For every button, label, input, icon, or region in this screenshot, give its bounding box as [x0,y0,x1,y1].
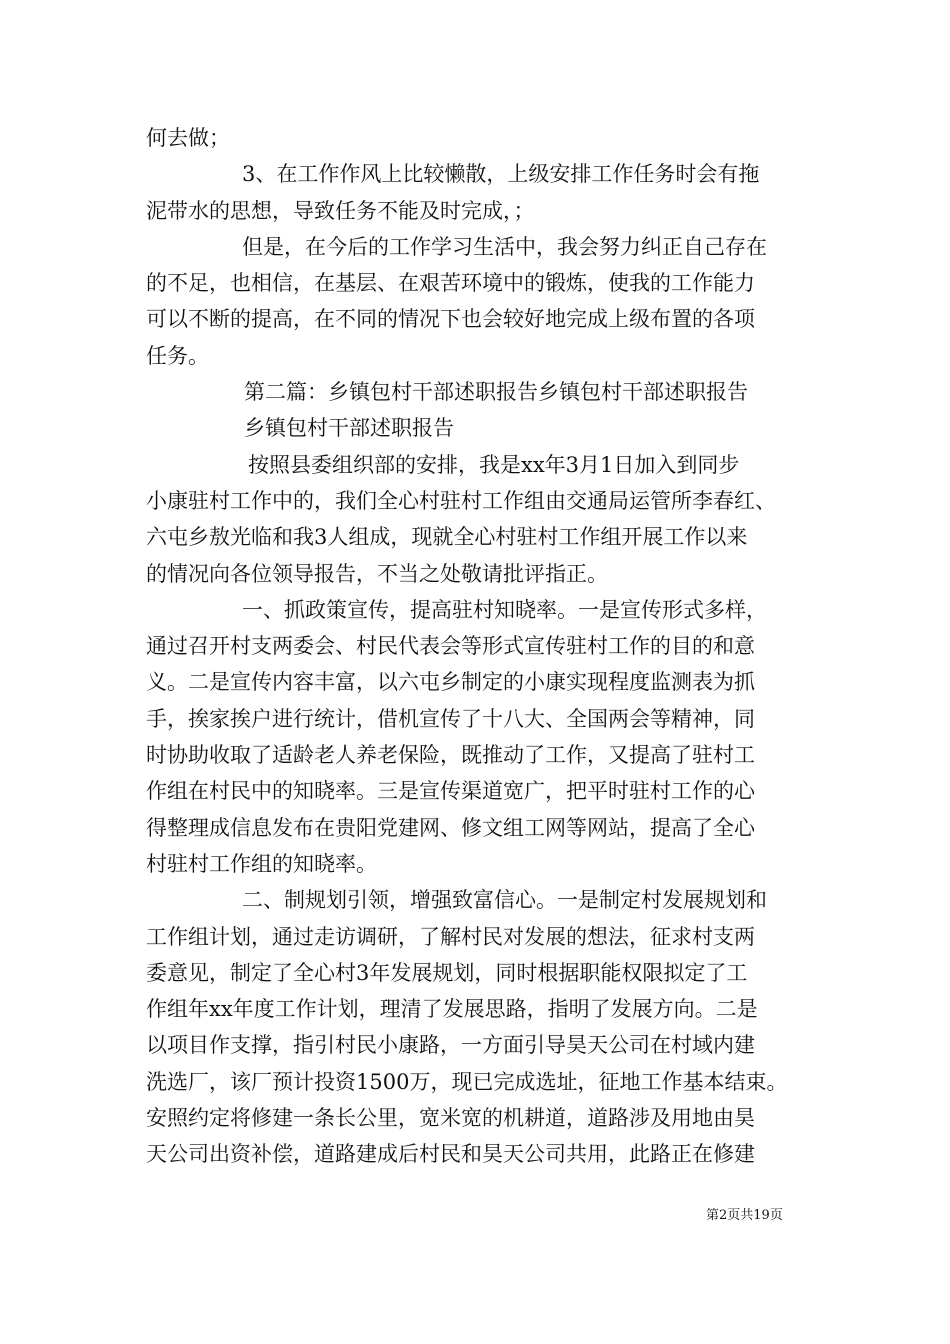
text-line: 任务。 [146,343,209,368]
text-line: 作组年xx年度工作计划，理清了发展思路，指明了发展方向。二是 [146,997,758,1022]
text-line: 的情况向各位领导报告，不当之处敬请批评指正。 [146,561,608,586]
paragraph-start: 但是，在今后的工作学习生活中，我会努力纠正自己存在 [242,234,767,259]
text-line: 天公司出资补偿，道路建成后村民和昊天公司共用，此路正在修建 [146,1142,755,1167]
text-line: 以项目作支撑，指引村民小康路，一方面引导昊天公司在村域内建 [146,1033,755,1058]
text-line: 工作组计划，通过走访调研，了解村民对发展的想法，征求村支两 [146,924,755,949]
text-line: 时协助收取了适龄老人养老保险，既推动了工作，又提高了驻村工 [146,743,755,768]
text-line: 得整理成信息发布在贵阳党建网、修文组工网等网站，提高了全心 [146,815,755,840]
section-heading: 第二篇：乡镇包村干部述职报告乡镇包村干部述职报告 [244,380,748,405]
text-line: 六屯乡敖光临和我3人组成，现就全心村驻村工作组开展工作以来 [146,525,748,550]
body-text [146,120,826,1173]
text-line: 何去做； [146,126,230,150]
paragraph-start: 二、制规划引领，增强致富信心。一是制定村发展规划和 [242,888,767,913]
paragraph-start: 按照县委组织部的安排，我是xx年3月1日加入到同步 [248,452,740,477]
text-line: 小康驻村工作中的，我们全心村驻村工作组由交通局运管所李春红、 [146,488,776,513]
report-title: 乡镇包村干部述职报告 [244,416,454,441]
text-line: 泥带水的思想，导致任务不能及时完成，； [146,198,535,223]
text-line: 作组在村民中的知晓率。三是宣传渠道宽广，把平时驻村工作的心 [146,779,755,804]
text-line: 手，挨家挨户进行统计，借机宣传了十八大、全国两会等精神，同 [146,706,755,731]
text-line: 洗选厂，该厂预计投资1500万，现已完成选址，征地工作基本结束。 [146,1069,788,1094]
text-line: 村驻村工作组的知晓率。 [146,851,377,876]
text-line: 通过召开村支两委会、村民代表会等形式宣传驻村工作的目的和意 [146,634,755,659]
list-item-3: 3、在工作作风上比较懒散，上级安排工作任务时会有拖 [242,162,760,187]
text-line: 委意见，制定了全心村3年发展规划，同时根据职能权限拟定了工 [146,960,748,985]
text-line: 的不足，也相信，在基层、在艰苦环境中的锻炼，使我的工作能力 [146,271,755,296]
text-line: 义。二是宣传内容丰富，以六屯乡制定的小康实现程度监测表为抓 [146,670,755,695]
text-line: 可以不断的提高，在不同的情况下也会较好地完成上级布置的各项 [146,307,755,332]
text-line: 安照约定将修建一条长公里，宽米宽的机耕道，道路涉及用地由昊 [146,1106,755,1131]
page-number: 第2页共19页 [706,1208,783,1223]
paragraph-start: 一、抓政策宣传，提高驻村知晓率。一是宣传形式多样， [242,597,767,622]
